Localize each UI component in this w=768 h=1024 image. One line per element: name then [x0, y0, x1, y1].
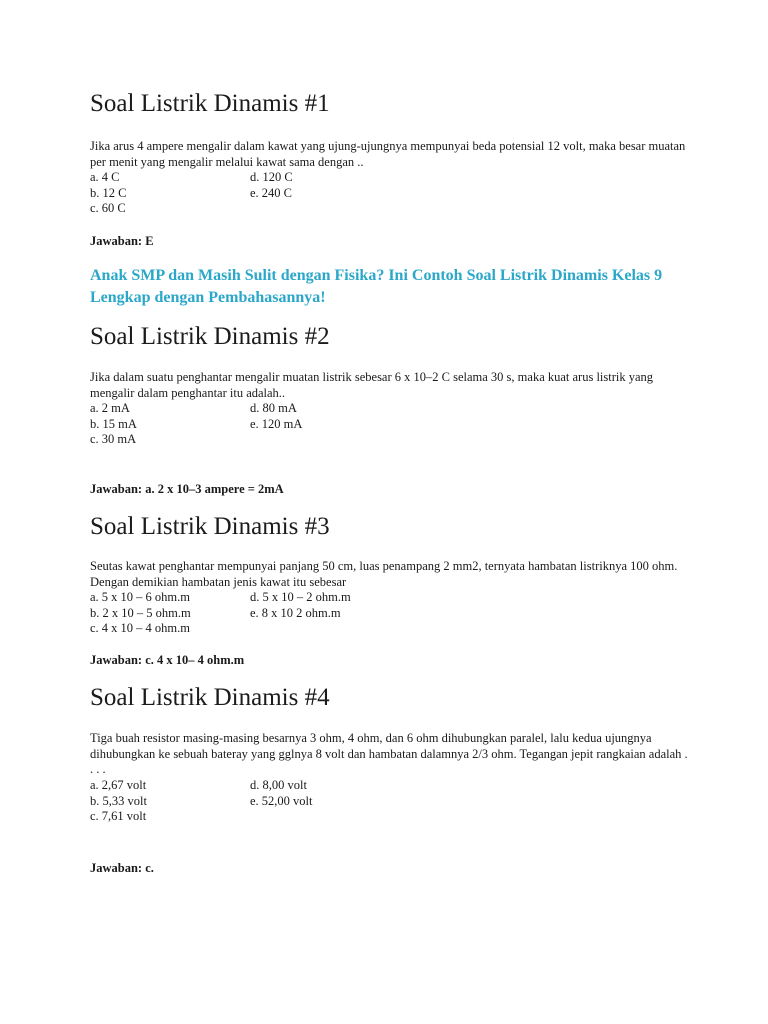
option-a: a. 5 x 10 – 6 ohm.m [90, 590, 190, 604]
section-3-options [90, 590, 351, 637]
section-2-title: Soal Listrik Dinamis #2 [90, 323, 330, 350]
section-1-title: Soal Listrik Dinamis #1 [90, 90, 330, 117]
section-4-title: Soal Listrik Dinamis #4 [90, 684, 330, 711]
option-b: b. 2 x 10 – 5 ohm.m [90, 605, 191, 620]
section-4-answer: Jawaban: c. [90, 861, 154, 875]
section-1-answer: Jawaban: E [90, 234, 154, 248]
section-2-question: Jika dalam suatu penghantar mengalir muatan listrik sebesar 6 x 10–2 C selama 30 s, maka kuat arus listrik yang mengalir dalam penghantar itu adalah.. [90, 370, 654, 400]
option-d: d. 80 mA [250, 401, 297, 415]
option-a: a. 4 C [90, 170, 120, 184]
section-2-options [90, 401, 303, 448]
option-c: c. 60 C [90, 201, 126, 216]
option-d: d. 8,00 volt [250, 778, 307, 792]
section-3-question: Seutas kawat penghantar mempunyai panjang 50 cm, luas penampang 2 mm2, ternyata hambatan listriknya 100 ohm. Dengan demikian hambatan jenis kawat itu sebesar [90, 559, 678, 589]
option-e: e. 8 x 10 2 ohm.m [250, 605, 341, 620]
option-e: e. 240 C [250, 185, 293, 200]
section-3-title: Soal Listrik Dinamis #3 [90, 513, 330, 540]
section-4-options [90, 778, 313, 825]
section-1-options [90, 170, 293, 217]
option-d: d. 120 C [250, 170, 293, 184]
option-a: a. 2 mA [90, 401, 130, 415]
option-e: e. 120 mA [250, 416, 303, 431]
option-c: c. 30 mA [90, 432, 137, 447]
option-d: d. 5 x 10 – 2 ohm.m [250, 590, 351, 604]
option-c: c. 4 x 10 – 4 ohm.m [90, 621, 190, 636]
section-1-question: Jika arus 4 ampere mengalir dalam kawat yang ujung-ujungnya mempunyai beda potensial 12 volt, maka besar muatan per menit yang mengalir melalui kawat sama dengan .. [90, 139, 686, 169]
option-b: b. 5,33 volt [90, 793, 147, 808]
option-b: b. 12 C [90, 185, 127, 200]
promo-link[interactable]: Anak SMP dan Masih Sulit dengan Fisika? Ini Contoh Soal Listrik Dinamis Kelas 9 Lengkap dengan Pembahasannya! [90, 267, 663, 306]
option-a: a. 2,67 volt [90, 778, 147, 792]
option-c: c. 7,61 volt [90, 809, 147, 824]
section-4-question: Tiga buah resistor masing-masing besarnya 3 ohm, 4 ohm, dan 6 ohm dihubungkan paralel, lalu kedua ujungnya dihubungkan ke sebuah bateray yang gglnya 8 volt dan hambatan dalamnya 2/3 ohm. Tegangan jepit rangkaian adalah . . . . [90, 731, 688, 777]
option-e: e. 52,00 volt [250, 793, 313, 808]
section-2-answer: Jawaban: a. 2 x 10–3 ampere = 2mA [90, 482, 284, 496]
section-3-answer: Jawaban: c. 4 x 10– 4 ohm.m [90, 653, 245, 667]
option-b: b. 15 mA [90, 416, 137, 431]
